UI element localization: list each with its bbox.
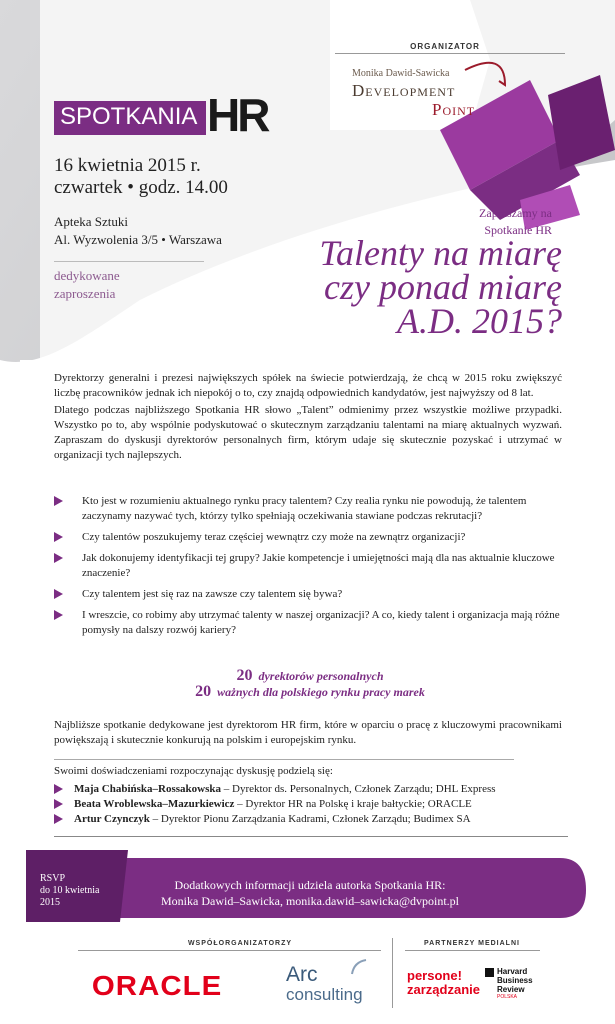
list-item: Kto jest w rozumieniu aktualnego rynku pracy talentem? Czy realia rynku nie powodują, że talentem zaczynamy nazywać tych, którzy tylko spełniają oczekiwania stawiane podczas rekrutacji? (54, 494, 564, 524)
oracle-logo: ORACLE (91, 970, 223, 1001)
organizer-logo-line1: Development (352, 81, 456, 100)
co-organizers-divider (78, 950, 381, 951)
hbr-logo: Harvard Business Review (485, 967, 533, 994)
list-item: Czy talentów poszukujemy teraz częściej wewnątrz czy może na zewnątrz organizacji? (54, 530, 564, 545)
event-venue-block (54, 213, 222, 249)
closing-paragraph: Najbliższe spotkanie dedykowane jest dyrektorom HR firm, które w oparciu o pracę z kluczowymi pracownikami powiększają i skutecznie konkurują na polskim i europejskim rynku. (54, 719, 562, 746)
organizer-label: ORGANIZATOR (410, 42, 480, 51)
triangle-bullet-icon (54, 610, 63, 620)
rsvp-line-2: do 10 kwietnia (40, 885, 100, 896)
invite-line-1: Zapraszamy na (479, 206, 552, 220)
hbr-logo-country: POLSKA (497, 994, 518, 1000)
spotkania-logo-text: SPOTKANIA (60, 103, 198, 130)
media-partners-label: PARTNERZY MEDIALNI (424, 940, 520, 947)
page-title (262, 233, 562, 341)
rsvp-line-3: 2015 (40, 897, 60, 908)
section-divider (54, 759, 514, 760)
triangle-bullet-icon (54, 553, 63, 563)
footer-vertical-divider (392, 938, 393, 1008)
title-line-3: A.D. 2015? (397, 301, 562, 341)
section-divider (54, 836, 568, 837)
title-line-1: Talenty na miarę (319, 233, 562, 273)
contact-line-1: Dodatkowych informacji udziela autorka Spotkania HR: (174, 878, 446, 892)
twenty-line-2: 20 ważnych dla polskiego rynku pracy marek (195, 683, 425, 700)
venue-address: Al. Wyzwolenia 3/5 • Warszawa (54, 232, 222, 247)
list-item: I wreszcie, co robimy aby utrzymać talenty w naszej organizacji? A co, kiedy talent i organizacja mają różne pomysły na dalszy rozwój kariery? (54, 608, 564, 638)
arc-consulting-logo-word2: consulting (286, 985, 363, 1004)
triangle-bullet-icon (54, 532, 63, 542)
list-item: Jak dokonujemy identyfikacji tej grupy? Jakie kompetencje i umiejętności mają dla nas aktualnie kluczowe znaczenie? (54, 551, 564, 581)
event-time: czwartek • godz. 14.00 (54, 177, 228, 198)
dedication-note (54, 267, 120, 303)
triangle-bullet-icon (54, 799, 63, 809)
organizer-logo-line2: Point (432, 100, 476, 119)
persone-logo-word1: persone! (407, 968, 462, 983)
invite-line-2: Spotkanie HR (484, 223, 552, 237)
event-date: 16 kwietnia 2015 r. (54, 155, 201, 176)
venue-name: Apteka Sztuki (54, 214, 129, 229)
twenty-line-1: 20 dyrektorów personalnych (236, 667, 384, 684)
triangle-bullet-icon (54, 589, 63, 599)
list-item: Czy talentem jest się raz na zawsze czy talentem się bywa? (54, 587, 564, 602)
intro-text (54, 371, 562, 465)
persone-logo-word2: zarządzanie (407, 982, 480, 997)
question-list (54, 494, 564, 644)
list-item: Beata Wroblewska–Mazurkiewicz – Dyrektor HR na Polskę i kraje bałtyckie; ORACLE (54, 797, 564, 812)
spotkania-logo-hr: HR (207, 89, 268, 141)
intro-paragraph-1: Dyrektorzy generalni i prezesi największych spółek na świecie potwierdzają, że chcą w 2015 roku zwiększyć liczbę pracowników jednak ich niepokój o to, czy znajdą odpowiednich kandydatów, jest najwyższy od 8 lat. (54, 372, 562, 399)
speaker-list (54, 782, 564, 827)
list-item: Artur Czynczyk – Dyrektor Pionu Zarządzania Kadrami, Członek Zarządu; Budimex SA (54, 812, 564, 827)
dedication-divider (54, 261, 204, 262)
organizer-logo-name: Monika Dawid-Sawicka (352, 68, 450, 79)
triangle-bullet-icon (54, 784, 63, 794)
hbr-emblem-icon (485, 968, 494, 977)
dedication-line-1: dedykowane (54, 268, 120, 283)
contact-info (135, 877, 485, 909)
organizer-divider (335, 53, 565, 54)
dedication-line-2: zaproszenia (54, 286, 116, 301)
list-item: Maja Chabińska–Rossakowska – Dyrektor ds. Personalnych, Członek Zarządu; DHL Express (54, 782, 564, 797)
co-organizers-label: WSPÓŁORGANIZATORZY (187, 940, 293, 947)
rsvp-note (40, 873, 120, 909)
media-partners-divider (405, 950, 540, 951)
event-date-block (54, 155, 228, 199)
arc-consulting-logo-word1: Arc (286, 963, 318, 986)
contact-email[interactable]: Monika Dawid–Sawicka, monika.dawid–sawicka@dvpoint.pl (161, 894, 459, 908)
speakers-intro: Swoimi doświadczeniami rozpoczynając dyskusję podzielą się: (54, 765, 333, 777)
triangle-bullet-icon (54, 814, 63, 824)
arc-swoosh-icon (350, 958, 368, 976)
intro-paragraph-2: Dlatego podczas najbliższego Spotkania HR słowo „Talent” odmienimy przez wszystkie możliwe przypadki. Wszystko po to, aby wspólnie podyskutować o skutecznym zarządzaniu talentami na miarę aktualnych wyzwań. Zapraszam do dyskusji dyrektorów personalnych firm, którym udaje się skutecznie pozyskać i utrzymać w organizacji tych najlepszych. (54, 404, 562, 461)
twenty-highlight (120, 668, 500, 700)
title-line-2: czy ponad miarę (324, 267, 562, 307)
triangle-bullet-icon (54, 496, 63, 506)
rsvp-line-1: RSVP (40, 873, 66, 884)
